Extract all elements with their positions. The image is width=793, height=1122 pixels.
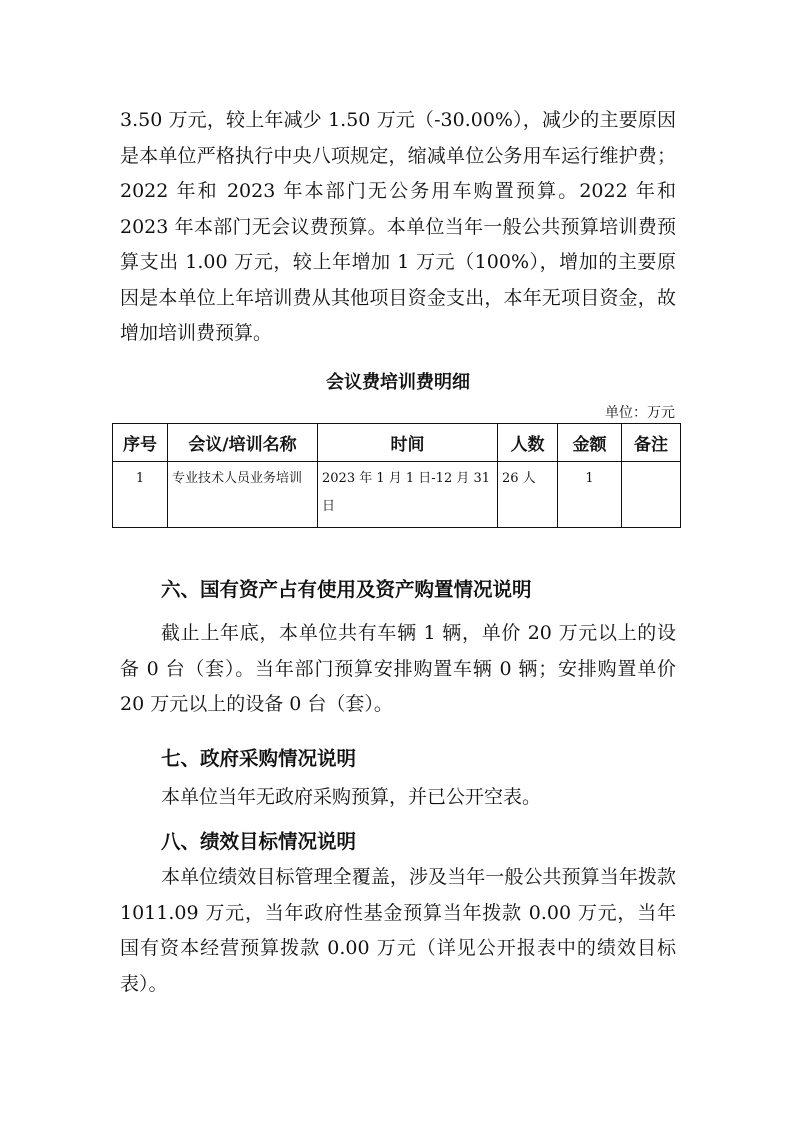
table-header-row <box>113 424 681 462</box>
cell-name: 专业技术人员业务培训 <box>168 462 318 528</box>
section6-heading: 六、国有资产占有使用及资产购置情况说明 <box>161 578 532 601</box>
cell-people: 26 人 <box>498 462 558 528</box>
cell-seq: 1 <box>113 462 168 528</box>
col-header-time: 时间 <box>318 424 498 462</box>
section7-body: 本单位当年无政府采购预算，并已公开空表。 <box>161 786 542 808</box>
cell-amount: 1 <box>558 462 622 528</box>
meeting-training-table <box>112 423 681 528</box>
col-header-seq: 序号 <box>113 424 168 462</box>
section6-body: 截止上年底，本单位共有车辆 1 辆，单价 20 万元以上的设备 0 台（套）。当年部门预算安排购置车辆 0 辆；安排购置单价 20 万元以上的设备 0 台（套）。 <box>120 622 676 715</box>
col-header-name: 会议/培训名称 <box>168 424 318 462</box>
col-header-amount: 金额 <box>558 424 622 462</box>
table-unit: 单位：万元 <box>605 405 675 421</box>
table-caption: 会议费培训费明细 <box>326 372 470 393</box>
cell-time: 2023 年 1 月 1 日-12 月 31 日 <box>318 462 498 528</box>
table-row <box>113 462 681 528</box>
intro-paragraph: 3.50 万元，较上年减少 1.50 万元（-30.00%），减少的主要原因是本单位严格执行中央八项规定，缩减单位公务用车运行维护费；2022 年和 2023 年本部门无公务用车购置预算。2022 年和 2023 年本部门无会议费预算。本单位当年一般公共预算培训费预算支出 1.00 万元，较上年增加 1 万元（100%），增加的主要原因是本单位上年培训费从其他项目资金支出，本年无项目资金，故增加培训费预算。 <box>120 109 676 344</box>
cell-note <box>622 462 681 528</box>
col-header-note: 备注 <box>622 424 681 462</box>
col-header-people: 人数 <box>498 424 558 462</box>
section8-heading: 八、绩效目标情况说明 <box>161 830 357 853</box>
section7-heading: 七、政府采购情况说明 <box>161 747 357 770</box>
section8-body: 本单位绩效目标管理全覆盖，涉及当年一般公共预算当年拨款 1011.09 万元，当年政府性基金预算当年拨款 0.00 万元，当年国有资本经营预算拨款 0.00 万元（详见公开报表中的绩效目标表）。 <box>120 866 676 995</box>
